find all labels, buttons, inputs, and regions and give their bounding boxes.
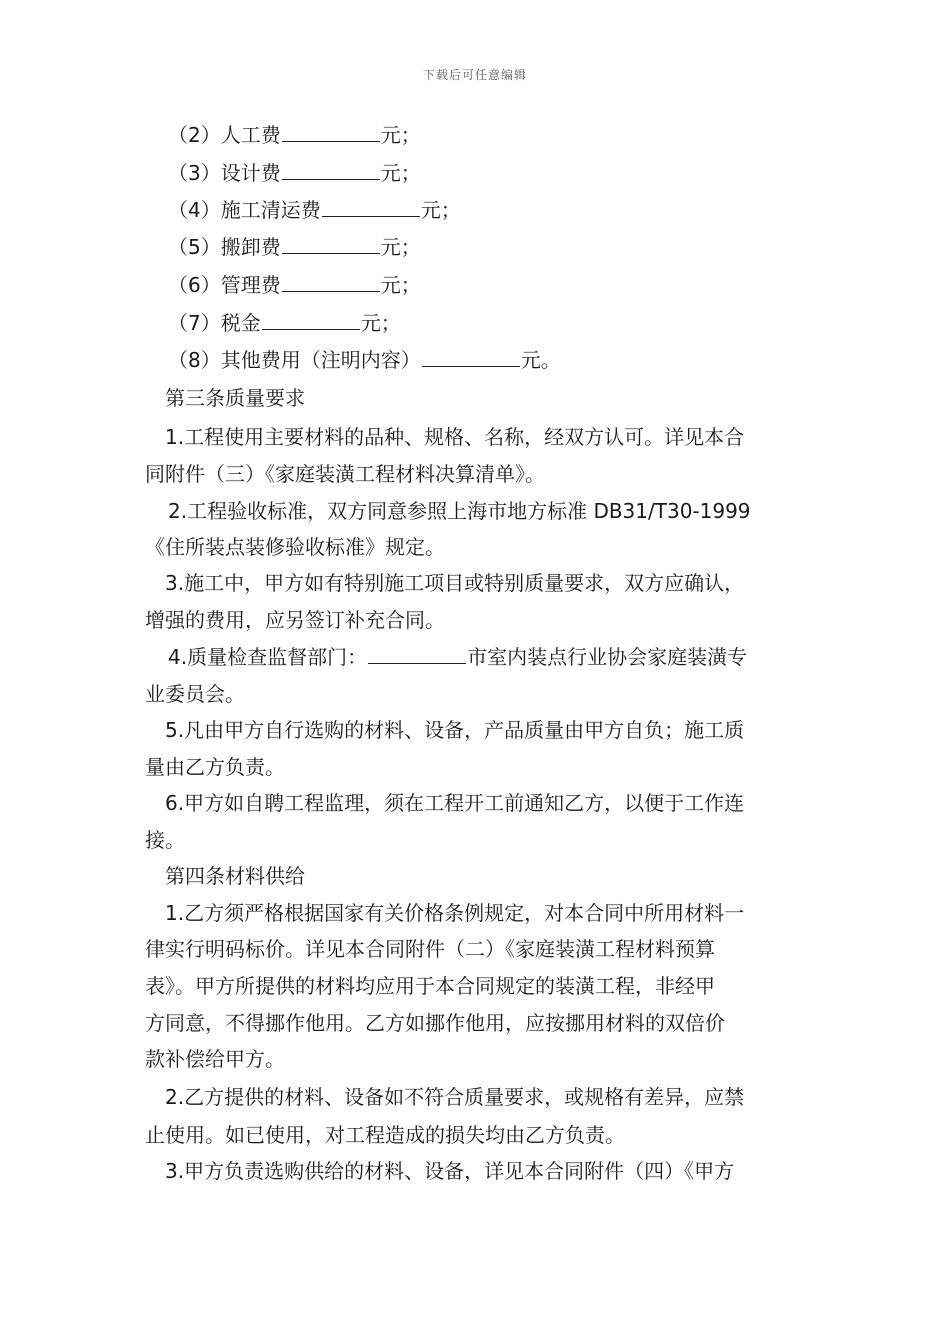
paragraph-line: 1.乙方须严格根据国家有关价格条例规定，对本合同中所用材料一 (165, 901, 745, 925)
paragraph-line: 款补偿给甲方。 (145, 1047, 285, 1071)
fee-line: （5）搬卸费 元； (168, 235, 421, 259)
paragraph-line: 1.工程使用主要材料的品种、规格、名称，经双方认可。详见本合 (165, 425, 745, 449)
page-header: 下载后可任意编辑 (422, 68, 527, 82)
fill-blank (322, 196, 420, 217)
paragraph-line: 《住所装点装修验收标准》规定。 (145, 535, 445, 559)
fee-line: （4）施工清运费 元； (168, 198, 461, 222)
fee-line: （7）税金 元； (168, 311, 401, 335)
fill-blank (422, 346, 520, 367)
paragraph-line: 同附件（三）《家庭装潢工程材料决算清单》。 (145, 462, 545, 486)
paragraph-line: 止使用。如已使用，对工程造成的损失均由乙方负责。 (145, 1123, 625, 1147)
article-4-title: 第四条材料供给 (165, 864, 305, 888)
fill-blank (282, 233, 380, 254)
paragraph-line: 量由乙方负责。 (145, 755, 285, 779)
paragraph-line: 3.施工中，甲方如有特别施工项目或特别质量要求，双方应确认， (165, 571, 745, 595)
paragraph-line: 3.甲方负责选购供给的材料、设备，详见本合同附件（四）《甲方 (165, 1159, 735, 1183)
fill-blank (282, 271, 380, 292)
fee-line: （2）人工费 元； (168, 123, 421, 147)
paragraph-line: 增强的费用，应另签订补充合同。 (145, 608, 445, 632)
fill-blank (368, 643, 466, 664)
article-3-title: 第三条质量要求 (165, 386, 305, 410)
paragraph-line: 5.凡由甲方自行选购的材料、设备，产品质量由甲方自负；施工质 (165, 718, 745, 742)
fee-line: （3）设计费 元； (168, 161, 421, 185)
paragraph-line: 2.乙方提供的材料、设备如不符合质量要求，或规格有差异，应禁 (165, 1085, 745, 1109)
paragraph-line: 6.甲方如自聘工程监理，须在工程开工前通知乙方，以便于工作连 (165, 791, 745, 815)
paragraph-line: 律实行明码标价。详见本合同附件（二）《家庭装潢工程材料预算 (145, 937, 715, 961)
paragraph-line: 表》。甲方所提供的材料均应用于本合同规定的装潢工程，非经甲 (145, 974, 715, 998)
fill-blank (282, 159, 380, 180)
fill-blank (262, 309, 360, 330)
paragraph-line: 业委员会。 (145, 682, 245, 706)
paragraph-line: 方同意，不得挪作他用。乙方如挪作他用，应按挪用材料的双倍价 (145, 1011, 725, 1035)
fee-line: （6）管理费 元； (168, 273, 421, 297)
fill-blank (282, 121, 380, 142)
paragraph-line: 4.质量检查监督部门： 市室内装点行业协会家庭装潢专 (168, 645, 748, 669)
paragraph-line: 2.工程验收标准，双方同意参照上海市地方标准 DB31/T30-1999 (168, 499, 751, 523)
fee-line: （8）其他费用（注明内容） 元。 (168, 348, 561, 372)
paragraph-line: 接。 (145, 828, 185, 852)
